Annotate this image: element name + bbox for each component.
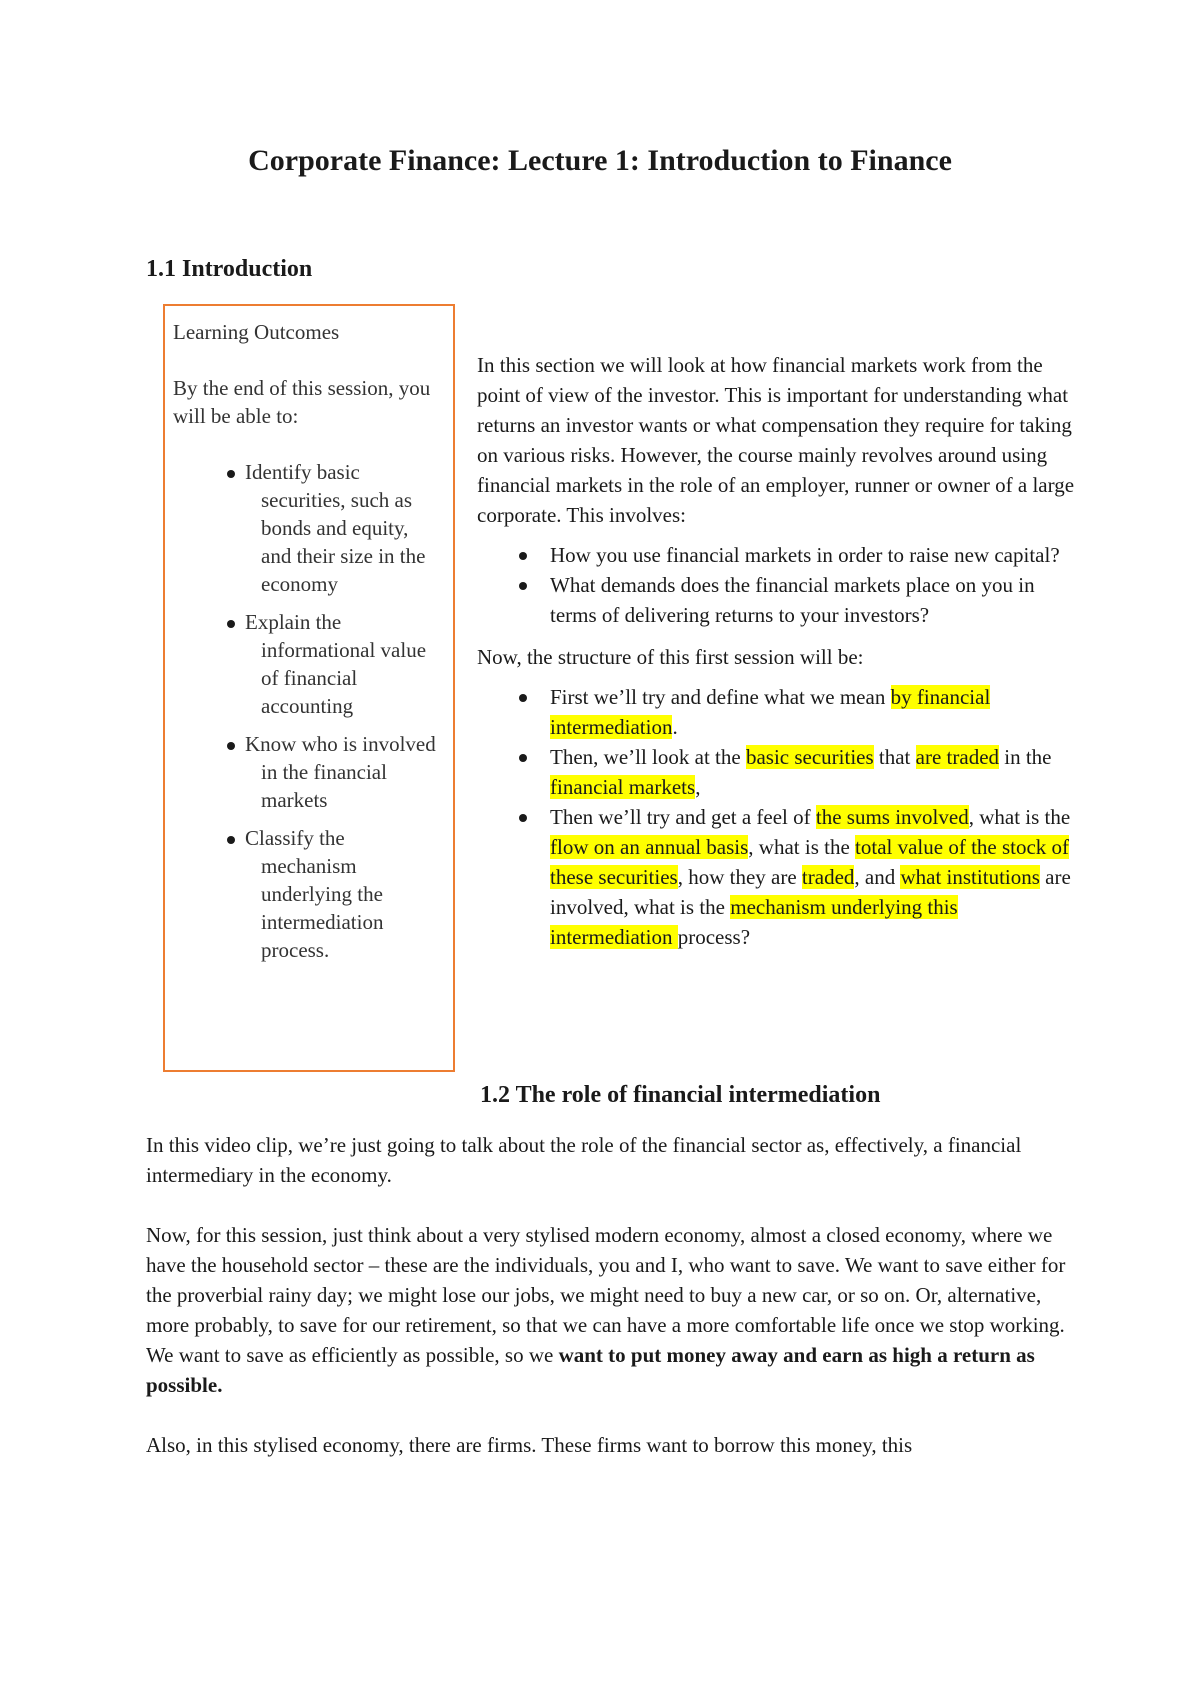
section-heading-introduction: 1.1 Introduction	[146, 256, 313, 282]
document-title: Corporate Finance: Lecture 1: Introduction to Finance	[248, 144, 952, 177]
highlighted-text: what institutions	[900, 865, 1040, 889]
highlighted-text: are traded	[915, 745, 1000, 769]
bullet-icon	[519, 552, 527, 560]
highlighted-text: traded	[801, 865, 855, 889]
introduction-content	[477, 350, 1077, 964]
structure-list	[477, 682, 1077, 952]
bullet-icon	[519, 754, 527, 762]
paragraph: In this video clip, we’re just going to talk about the role of the financial sector as, effectively, a financial intermediary in the economy.	[146, 1133, 1022, 1187]
bullet-icon	[519, 582, 527, 590]
list-item: First we’ll try and define what we mean by financial intermediation.	[477, 682, 1077, 742]
bullet-icon	[519, 694, 527, 702]
paragraph: Now, for this session, just think about a very stylised modern economy, almost a closed economy, where we have the household sector – these are the individuals, you and I, who want to save. We want to save either for the proverbial rainy day; we might lose our jobs, we might need to buy a new car, or so on. Or, alternative, more probably, to save for our retirement, so that we can have a more comfortable life once we stop working. We want to save as efficiently as possible, so we want to put money away and earn as high a return as possible.	[146, 1223, 1066, 1397]
section-heading-financial-intermediation: 1.2 The role of financial intermediation	[480, 1082, 881, 1108]
list-item: Know who is involved in the financial markets	[173, 730, 437, 814]
structure-intro: Now, the structure of this first session will be:	[477, 645, 864, 669]
intro-paragraph: In this section we will look at how financial markets work from the point of view of the investor. This is important for understanding what returns an investor wants or what compensation they require for taking on various risks. However, the course mainly revolves around using financial markets in the role of an employer, runner or owner of a large corporate. This involves:	[477, 353, 1075, 527]
highlighted-text: mechanism underlying this intermediation	[550, 895, 958, 949]
bullet-icon	[227, 742, 235, 750]
bold-text: want to put money away and earn as high a return as possible.	[146, 1343, 1035, 1397]
bullet-icon	[227, 620, 235, 628]
paragraph: Also, in this stylised economy, there are firms. These firms want to borrow this money, this	[146, 1433, 913, 1457]
involves-list	[477, 540, 1077, 630]
list-item: Classify the mechanism underlying the intermediation process.	[173, 824, 437, 964]
list-item: Explain the informational value of financial accounting	[173, 608, 437, 720]
section2-content	[146, 1130, 1076, 1490]
bullet-icon	[227, 836, 235, 844]
highlighted-text: financial markets	[550, 775, 696, 799]
list-item: What demands does the financial markets place on you in terms of delivering returns to your investors?	[477, 570, 1077, 630]
highlighted-text: basic securities	[745, 745, 874, 769]
highlighted-text: flow on an annual basis	[550, 835, 749, 859]
bullet-icon	[519, 814, 527, 822]
learning-outcomes-list	[173, 458, 437, 964]
highlighted-text: by financial intermediation	[550, 685, 991, 739]
learning-outcomes-box	[163, 304, 455, 1072]
highlighted-text: total value of the stock of these securities	[550, 835, 1070, 889]
learning-outcomes-title: Learning Outcomes	[173, 320, 340, 344]
list-item: How you use financial markets in order to raise new capital?	[477, 540, 1077, 570]
bullet-icon	[227, 470, 235, 478]
highlighted-text: the sums involved	[815, 805, 969, 829]
list-item: Identify basic securities, such as bonds and equity, and their size in the economy	[173, 458, 437, 598]
list-item: Then, we’ll look at the basic securities that are traded in the financial markets,	[477, 742, 1077, 802]
list-item: Then we’ll try and get a feel of the sums involved, what is the flow on an annual basis, what is the total value of the stock of these securities, how they are traded, and what institutions are involved, what is the mechanism underlying this intermediation process?	[477, 802, 1077, 952]
learning-outcomes-intro: By the end of this session, you will be able to:	[173, 376, 431, 428]
